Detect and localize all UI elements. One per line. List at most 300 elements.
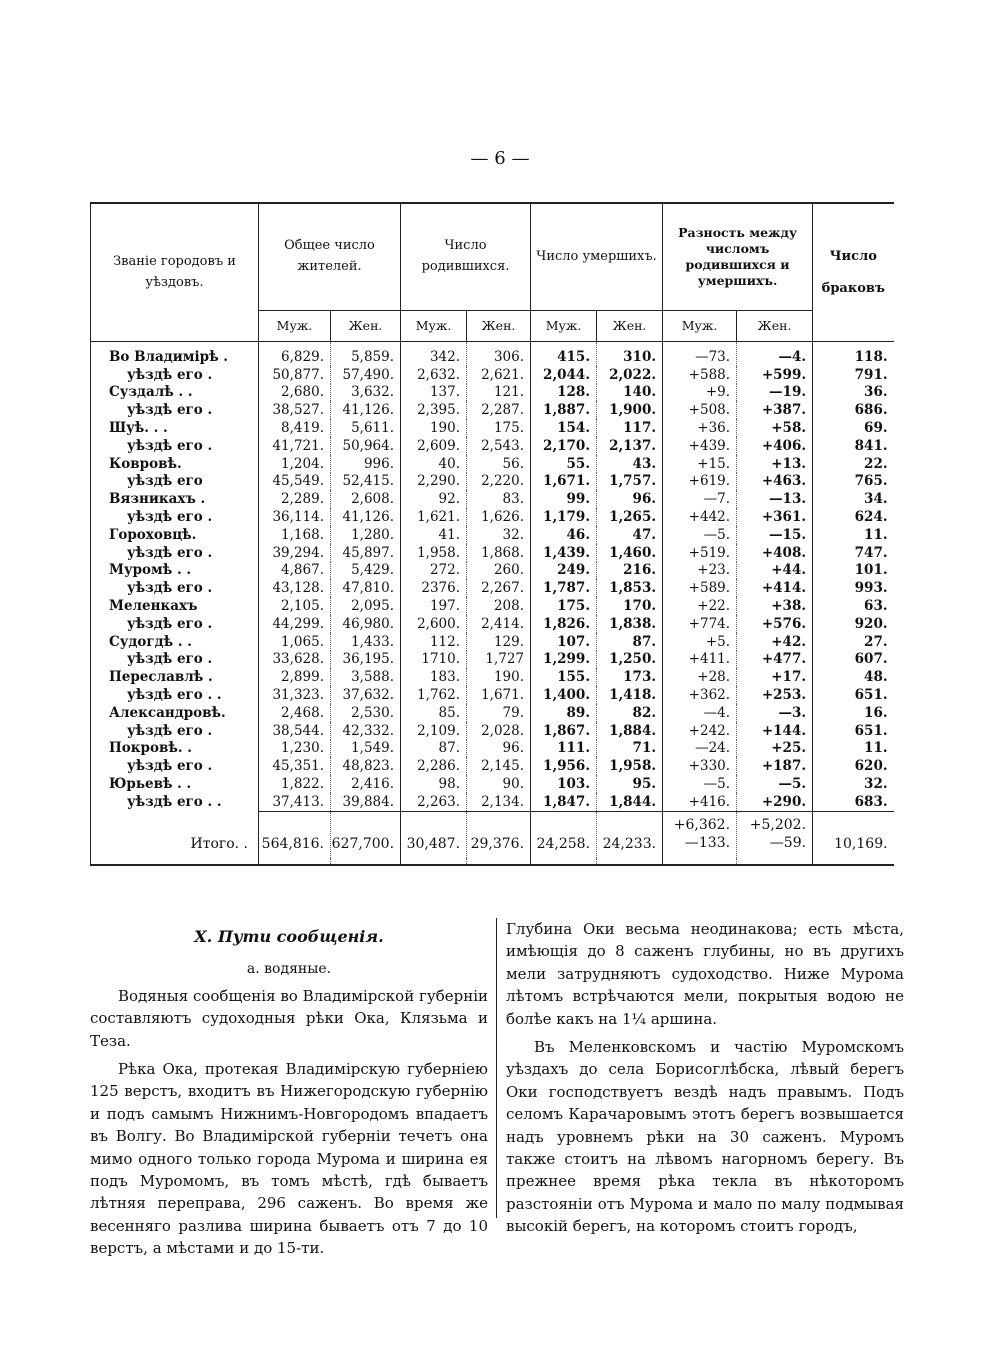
cell-marriages: 32. [813, 775, 894, 793]
table-row [91, 651, 894, 669]
cell-births-male: 342. [401, 342, 467, 366]
cell-births-female: 129. [467, 633, 531, 651]
cell-deaths-male: 415. [531, 342, 597, 366]
cell-deaths-female: 170. [597, 597, 663, 615]
cell-pop-female: 45,897. [331, 544, 401, 562]
cell-diff-female: +599. [737, 366, 813, 384]
cell-diff-female: +463. [737, 473, 813, 491]
cell-marriages: 651. [813, 722, 894, 740]
cell-deaths-male: 249. [531, 562, 597, 580]
cell-marriages: 993. [813, 579, 894, 597]
total-diff-male-minus: —133. [684, 834, 731, 851]
table-row [91, 722, 894, 740]
cell-births-female: 260. [467, 562, 531, 580]
cell-births-female: 2,220. [467, 473, 531, 491]
row-place-name: Меленкахъ [91, 597, 259, 615]
subheader-male: Муж. [259, 311, 331, 342]
paragraph: Въ Меленковскомъ и частію Муромскомъ уѣздахъ до села Борисоглѣбска, лѣвый берегъ Оки господствуетъ вездѣ надъ правымъ. Подъ селомъ Карачаровымъ этотъ берегъ возвышается надъ уровнемъ рѣки на 30 саженъ. Муромъ также стоитъ на лѣвомъ нагорномъ берегу. Въ прежнее время рѣка текла въ нѣкоторомъ разстояніи отъ Мурома и мало по малу подмывая высокій берегъ, на которомъ стоитъ городъ, [506, 1038, 904, 1236]
cell-births-male: 2,395. [401, 401, 467, 419]
right-text-column [506, 918, 904, 1244]
cell-pop-female: 2,095. [331, 597, 401, 615]
cell-pop-male: 37,413. [259, 793, 331, 811]
cell-deaths-female: 1,265. [597, 508, 663, 526]
cell-pop-female: 1,549. [331, 740, 401, 758]
cell-births-male: 112. [401, 633, 467, 651]
cell-births-female: 1,626. [467, 508, 531, 526]
cell-diff-male: —5. [663, 775, 737, 793]
cell-diff-female: +253. [737, 686, 813, 704]
cell-marriages: 651. [813, 686, 894, 704]
cell-diff-male: +23. [663, 562, 737, 580]
cell-pop-female: 1,280. [331, 526, 401, 544]
table-row [91, 597, 894, 615]
cell-marriages: 765. [813, 473, 894, 491]
table-row [91, 579, 894, 597]
cell-deaths-female: 310. [597, 342, 663, 366]
cell-diff-male: +15. [663, 455, 737, 473]
row-place-name: уѣздѣ его . [91, 579, 259, 597]
cell-births-female: 2,134. [467, 793, 531, 811]
cell-births-male: 2,632. [401, 366, 467, 384]
cell-diff-female: +576. [737, 615, 813, 633]
cell-deaths-female: 1,838. [597, 615, 663, 633]
cell-diff-female: +38. [737, 597, 813, 615]
cell-deaths-female: 2,022. [597, 366, 663, 384]
cell-pop-male: 2,289. [259, 490, 331, 508]
cell-pop-female: 996. [331, 455, 401, 473]
cell-diff-female: +187. [737, 757, 813, 775]
cell-deaths-female: 87. [597, 633, 663, 651]
cell-births-female: 56. [467, 455, 531, 473]
table-row [91, 401, 894, 419]
cell-marriages: 101. [813, 562, 894, 580]
cell-diff-male: +362. [663, 686, 737, 704]
subsection-title: а. водяные. [246, 961, 332, 978]
table-row [91, 686, 894, 704]
table-row [91, 615, 894, 633]
cell-births-female: 2,543. [467, 437, 531, 455]
row-place-name: Александровѣ. [91, 704, 259, 722]
cell-marriages: 791. [813, 366, 894, 384]
cell-marriages: 27. [813, 633, 894, 651]
cell-deaths-male: 1,787. [531, 579, 597, 597]
paragraph: Рѣка Ока, протекая Владимірскую губерніею 125 верстъ, входитъ въ Нижегородскую губернію и подъ самымъ Нижнимъ-Новгородомъ впадаетъ въ Волгу. Во Владимірской губерніи течетъ она мимо одного только города Мурома и ширина ея подъ Муромомъ, въ томъ мѣстѣ, гдѣ бываетъ лѣтняя переправа, 296 саженъ. Во время же весенняго разлива ширина бываетъ отъ 7 до 10 верстъ, а мѣстами и до 15-ти. [90, 1060, 488, 1258]
table-row [91, 366, 894, 384]
cell-diff-female: +25. [737, 740, 813, 758]
cell-marriages: 36. [813, 384, 894, 402]
cell-marriages: 620. [813, 757, 894, 775]
cell-births-male: 1,621. [401, 508, 467, 526]
cell-pop-female: 5,429. [331, 562, 401, 580]
row-place-name: уѣздѣ его . . [91, 793, 259, 811]
row-place-name: уѣздѣ его . [91, 722, 259, 740]
cell-pop-male: 41,721. [259, 437, 331, 455]
cell-marriages: 11. [813, 526, 894, 544]
cell-diff-male: —4. [663, 704, 737, 722]
cell-births-male: 2,109. [401, 722, 467, 740]
cell-births-male: 2,609. [401, 437, 467, 455]
total-diff-male [663, 811, 737, 858]
cell-pop-male: 2,105. [259, 597, 331, 615]
cell-pop-male: 38,527. [259, 401, 331, 419]
cell-pop-female: 48,823. [331, 757, 401, 775]
cell-diff-male: +519. [663, 544, 737, 562]
row-place-name: уѣздѣ его . [91, 508, 259, 526]
row-place-name: Юрьевѣ . . [91, 775, 259, 793]
cell-diff-female: +144. [737, 722, 813, 740]
table-row [91, 473, 894, 491]
row-place-name: Ковровѣ. [91, 455, 259, 473]
cell-pop-male: 1,168. [259, 526, 331, 544]
cell-deaths-male: 103. [531, 775, 597, 793]
row-place-name: Судогдѣ . . [91, 633, 259, 651]
cell-marriages: 48. [813, 668, 894, 686]
cell-births-female: 79. [467, 704, 531, 722]
cell-births-female: 1,671. [467, 686, 531, 704]
subheader-male: Муж. [401, 311, 467, 342]
population-table [90, 202, 894, 866]
cell-births-female: 1,868. [467, 544, 531, 562]
table-row [91, 490, 894, 508]
cell-deaths-male: 154. [531, 419, 597, 437]
cell-diff-male: —5. [663, 526, 737, 544]
cell-pop-female: 36,195. [331, 651, 401, 669]
cell-pop-female: 37,632. [331, 686, 401, 704]
row-place-name: Шуѣ. . . [91, 419, 259, 437]
cell-deaths-female: 173. [597, 668, 663, 686]
cell-births-female: 306. [467, 342, 531, 366]
cell-pop-male: 45,351. [259, 757, 331, 775]
cell-marriages: 624. [813, 508, 894, 526]
cell-marriages: 34. [813, 490, 894, 508]
cell-diff-male: +439. [663, 437, 737, 455]
cell-diff-male: +22. [663, 597, 737, 615]
cell-deaths-female: 47. [597, 526, 663, 544]
subheader-male: Муж. [663, 311, 737, 342]
column-divider [496, 918, 497, 1218]
cell-diff-male: +242. [663, 722, 737, 740]
cell-births-male: 41. [401, 526, 467, 544]
cell-diff-male: +411. [663, 651, 737, 669]
cell-diff-male: +442. [663, 508, 737, 526]
cell-diff-male: +28. [663, 668, 737, 686]
cell-pop-male: 1,065. [259, 633, 331, 651]
table-row [91, 633, 894, 651]
cell-births-male: 2,290. [401, 473, 467, 491]
total-births-male: 30,487. [401, 811, 467, 858]
cell-births-female: 2,267. [467, 579, 531, 597]
cell-diff-male: —7. [663, 490, 737, 508]
cell-diff-female: +44. [737, 562, 813, 580]
cell-deaths-female: 216. [597, 562, 663, 580]
row-place-name: Покровѣ. . [91, 740, 259, 758]
cell-births-female: 190. [467, 668, 531, 686]
cell-births-female: 2,621. [467, 366, 531, 384]
cell-births-male: 92. [401, 490, 467, 508]
cell-pop-female: 2,608. [331, 490, 401, 508]
cell-pop-female: 41,126. [331, 508, 401, 526]
cell-diff-female: —3. [737, 704, 813, 722]
cell-diff-female: —13. [737, 490, 813, 508]
cell-diff-female: +42. [737, 633, 813, 651]
total-deaths-female: 24,233. [597, 811, 663, 858]
cell-deaths-male: 155. [531, 668, 597, 686]
cell-pop-male: 2,468. [259, 704, 331, 722]
cell-marriages: 63. [813, 597, 894, 615]
cell-deaths-male: 1,179. [531, 508, 597, 526]
table-row [91, 419, 894, 437]
row-place-name: уѣздѣ его . [91, 437, 259, 455]
cell-deaths-male: 1,299. [531, 651, 597, 669]
total-pop-female: 627,700. [331, 811, 401, 858]
row-place-name: Муромѣ . . [91, 562, 259, 580]
table-row [91, 562, 894, 580]
cell-deaths-female: 1,460. [597, 544, 663, 562]
cell-deaths-male: 99. [531, 490, 597, 508]
cell-deaths-male: 128. [531, 384, 597, 402]
cell-deaths-female: 96. [597, 490, 663, 508]
total-row [91, 811, 894, 858]
row-place-name: Во Владимірѣ . [91, 342, 259, 366]
cell-pop-female: 5,611. [331, 419, 401, 437]
table-row [91, 740, 894, 758]
section-title: X. Пути сообщенія. [194, 927, 384, 946]
cell-deaths-female: 1,757. [597, 473, 663, 491]
total-marriages: 10,169. [813, 811, 894, 858]
row-place-name: Вязникахъ . [91, 490, 259, 508]
cell-deaths-female: 82. [597, 704, 663, 722]
cell-pop-male: 45,549. [259, 473, 331, 491]
cell-deaths-male: 1,439. [531, 544, 597, 562]
cell-pop-male: 2,899. [259, 668, 331, 686]
subheader-female: Жен. [331, 311, 401, 342]
subheader-female: Жен. [597, 311, 663, 342]
cell-marriages: 686. [813, 401, 894, 419]
cell-pop-female: 47,810. [331, 579, 401, 597]
cell-deaths-male: 107. [531, 633, 597, 651]
row-place-name: уѣздѣ его . [91, 757, 259, 775]
cell-diff-female: +414. [737, 579, 813, 597]
total-deaths-male: 24,258. [531, 811, 597, 858]
cell-diff-female: —4. [737, 342, 813, 366]
subheader-female: Жен. [467, 311, 531, 342]
row-place-name: уѣздѣ его . [91, 366, 259, 384]
header-population: Общее число жителей. [259, 203, 401, 311]
cell-pop-male: 38,544. [259, 722, 331, 740]
cell-births-female: 96. [467, 740, 531, 758]
cell-births-male: 98. [401, 775, 467, 793]
paragraph: Глубина Оки весьма неодинакова; есть мѣста, имѣющія до 8 саженъ глубины, но въ другихъ мели затрудняютъ судоходство. Ниже Мурома лѣтомъ встрѣчаются мели, покрытыя водою не болѣе какъ на 1¼ аршина. [506, 920, 904, 1028]
cell-births-male: 1710. [401, 651, 467, 669]
cell-births-male: 2,286. [401, 757, 467, 775]
cell-marriages: 16. [813, 704, 894, 722]
row-place-name: Суздалѣ . . [91, 384, 259, 402]
cell-pop-female: 57,490. [331, 366, 401, 384]
table-body [91, 342, 894, 812]
cell-diff-male: +36. [663, 419, 737, 437]
table-row [91, 757, 894, 775]
row-place-name: Переславлѣ . [91, 668, 259, 686]
cell-pop-female: 46,980. [331, 615, 401, 633]
cell-births-male: 2,263. [401, 793, 467, 811]
cell-diff-male: +589. [663, 579, 737, 597]
cell-diff-male: +9. [663, 384, 737, 402]
table-row [91, 668, 894, 686]
cell-diff-female: +17. [737, 668, 813, 686]
cell-diff-female: +387. [737, 401, 813, 419]
cell-births-male: 85. [401, 704, 467, 722]
cell-deaths-male: 1,400. [531, 686, 597, 704]
cell-pop-male: 44,299. [259, 615, 331, 633]
total-label: Итого. . [91, 811, 259, 858]
cell-diff-female: +290. [737, 793, 813, 811]
cell-births-male: 40. [401, 455, 467, 473]
cell-deaths-male: 111. [531, 740, 597, 758]
cell-diff-male: +330. [663, 757, 737, 775]
paragraph: Водяныя сообщенія во Владимірской губерніи составляютъ судоходныя рѣки Ока, Клязьма и Теза. [90, 986, 488, 1050]
table-row [91, 793, 894, 811]
cell-pop-male: 33,628. [259, 651, 331, 669]
table-row [91, 544, 894, 562]
cell-pop-female: 39,884. [331, 793, 401, 811]
cell-births-female: 2,145. [467, 757, 531, 775]
cell-diff-female: —5. [737, 775, 813, 793]
cell-births-male: 183. [401, 668, 467, 686]
cell-pop-male: 50,877. [259, 366, 331, 384]
cell-deaths-male: 1,826. [531, 615, 597, 633]
table-row [91, 775, 894, 793]
cell-deaths-female: 1,958. [597, 757, 663, 775]
total-diff-male-plus: +6,362. [673, 816, 731, 833]
table-row [91, 384, 894, 402]
cell-births-female: 2,414. [467, 615, 531, 633]
row-place-name: уѣздѣ его . . [91, 686, 259, 704]
cell-deaths-female: 95. [597, 775, 663, 793]
cell-deaths-male: 2,170. [531, 437, 597, 455]
cell-marriages: 11. [813, 740, 894, 758]
cell-marriages: 118. [813, 342, 894, 366]
cell-diff-female: +477. [737, 651, 813, 669]
cell-diff-female: +406. [737, 437, 813, 455]
row-place-name: уѣздѣ его . [91, 544, 259, 562]
cell-pop-male: 39,294. [259, 544, 331, 562]
header-births: Число родившихся. [401, 203, 531, 311]
left-text-column [90, 918, 488, 1266]
cell-diff-male: +5. [663, 633, 737, 651]
cell-pop-female: 3,588. [331, 668, 401, 686]
cell-pop-male: 31,323. [259, 686, 331, 704]
cell-deaths-male: 89. [531, 704, 597, 722]
header-marriages: Число браковъ [813, 203, 894, 342]
cell-deaths-female: 43. [597, 455, 663, 473]
cell-births-female: 208. [467, 597, 531, 615]
header-place: Званіе городовъ и уѣздовъ. [91, 203, 259, 342]
total-diff-female-minus: —59. [769, 834, 807, 851]
cell-diff-female: +13. [737, 455, 813, 473]
cell-diff-male: +588. [663, 366, 737, 384]
total-diff-female [737, 811, 813, 858]
cell-diff-female: —15. [737, 526, 813, 544]
cell-deaths-male: 46. [531, 526, 597, 544]
cell-births-female: 121. [467, 384, 531, 402]
row-place-name: уѣздѣ его [91, 473, 259, 491]
cell-births-male: 2,600. [401, 615, 467, 633]
cell-pop-female: 2,416. [331, 775, 401, 793]
cell-pop-female: 1,433. [331, 633, 401, 651]
cell-deaths-male: 55. [531, 455, 597, 473]
cell-marriages: 22. [813, 455, 894, 473]
row-place-name: Гороховцѣ. [91, 526, 259, 544]
cell-births-male: 190. [401, 419, 467, 437]
cell-births-female: 2,287. [467, 401, 531, 419]
cell-births-female: 175. [467, 419, 531, 437]
cell-pop-female: 50,964. [331, 437, 401, 455]
cell-pop-male: 43,128. [259, 579, 331, 597]
cell-pop-female: 41,126. [331, 401, 401, 419]
row-place-name: уѣздѣ его . [91, 401, 259, 419]
total-pop-male: 564,816. [259, 811, 331, 858]
cell-diff-male: +619. [663, 473, 737, 491]
cell-births-female: 90. [467, 775, 531, 793]
page-number: — 6 — [470, 148, 530, 169]
cell-deaths-female: 1,900. [597, 401, 663, 419]
cell-diff-male: +508. [663, 401, 737, 419]
cell-births-male: 1,958. [401, 544, 467, 562]
cell-pop-female: 2,530. [331, 704, 401, 722]
cell-diff-male: —73. [663, 342, 737, 366]
cell-diff-female: +408. [737, 544, 813, 562]
cell-diff-male: +774. [663, 615, 737, 633]
header-difference: Разность между числомъ родившихся и умершихъ. [663, 203, 813, 311]
cell-marriages: 920. [813, 615, 894, 633]
cell-pop-male: 36,114. [259, 508, 331, 526]
cell-diff-female: +361. [737, 508, 813, 526]
header-deaths: Число умершихъ. [531, 203, 663, 311]
table-row [91, 704, 894, 722]
cell-pop-male: 6,829. [259, 342, 331, 366]
cell-pop-male: 2,680. [259, 384, 331, 402]
cell-deaths-male: 1,671. [531, 473, 597, 491]
cell-births-male: 137. [401, 384, 467, 402]
table-row [91, 526, 894, 544]
cell-deaths-female: 1,884. [597, 722, 663, 740]
table-row [91, 437, 894, 455]
cell-births-male: 272. [401, 562, 467, 580]
total-diff-female-plus: +5,202. [749, 816, 807, 833]
cell-marriages: 683. [813, 793, 894, 811]
cell-births-male: 197. [401, 597, 467, 615]
cell-deaths-female: 1,844. [597, 793, 663, 811]
cell-deaths-male: 2,044. [531, 366, 597, 384]
cell-deaths-male: 1,847. [531, 793, 597, 811]
cell-deaths-male: 1,956. [531, 757, 597, 775]
cell-marriages: 747. [813, 544, 894, 562]
cell-deaths-male: 175. [531, 597, 597, 615]
cell-deaths-female: 2,137. [597, 437, 663, 455]
cell-deaths-female: 117. [597, 419, 663, 437]
total-births-female: 29,376. [467, 811, 531, 858]
table-row [91, 342, 894, 366]
subheader-female: Жен. [737, 311, 813, 342]
subheader-male: Муж. [531, 311, 597, 342]
cell-pop-female: 42,332. [331, 722, 401, 740]
cell-births-male: 1,762. [401, 686, 467, 704]
cell-births-female: 83. [467, 490, 531, 508]
cell-births-female: 1,727 [467, 651, 531, 669]
row-place-name: уѣздѣ его . [91, 615, 259, 633]
cell-deaths-female: 71. [597, 740, 663, 758]
cell-deaths-female: 140. [597, 384, 663, 402]
